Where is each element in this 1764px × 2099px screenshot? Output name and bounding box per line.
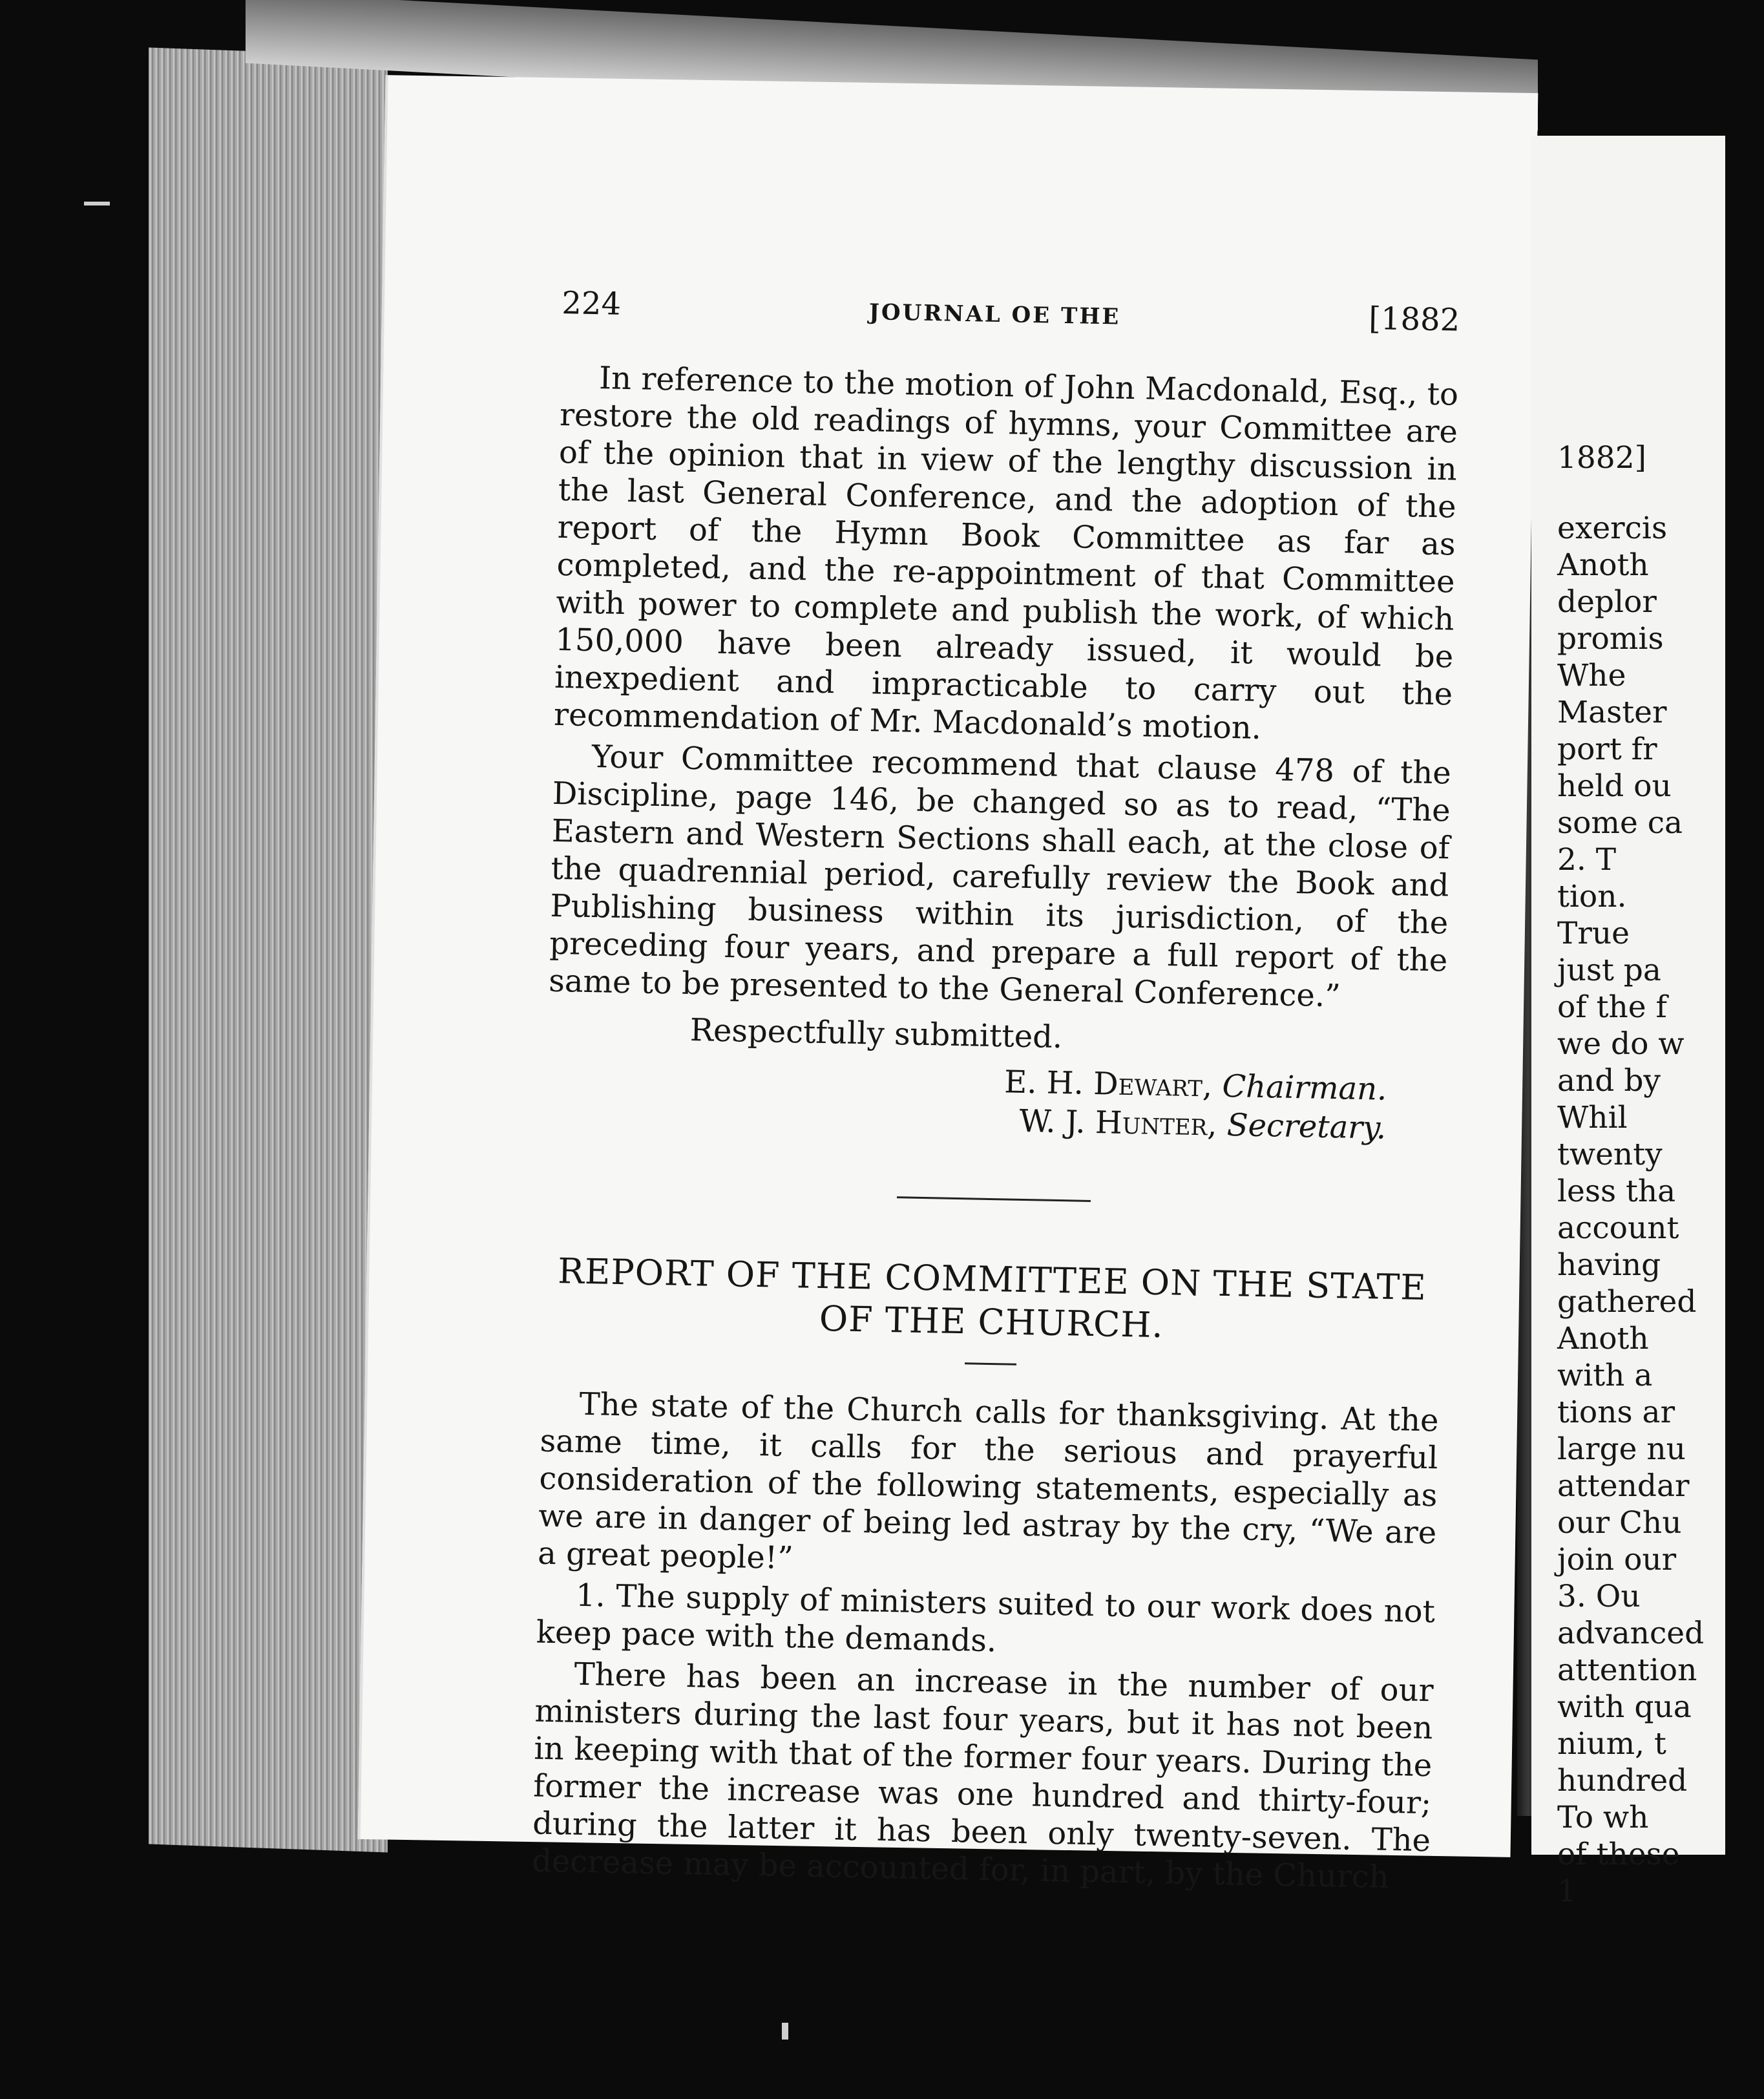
report-heading-line: REPORT OF THE COMMITTEE ON THE STATE xyxy=(557,1250,1427,1308)
dust-speck xyxy=(782,2023,788,2040)
signature-role: Secretary. xyxy=(1226,1106,1387,1146)
right-line: 1 xyxy=(1557,1873,1577,1909)
report-paragraph: The state of the Church calls for thanksgiving. At the same time, it calls for the serious and prayerful consideration of the following statements, especially as we are in danger of being led astray by the cry, “We are a great people!” xyxy=(537,1386,1440,1577)
right-line: advanced xyxy=(1557,1616,1705,1651)
page-number: 224 xyxy=(561,284,622,322)
right-line: exercis xyxy=(1557,511,1668,546)
right-line: Anoth xyxy=(1557,547,1649,583)
right-line: of the f xyxy=(1557,989,1667,1025)
right-line: Anoth xyxy=(1557,1321,1649,1356)
report-paragraph: 1. The supply of ministers suited to our work does not keep pace with the demands. xyxy=(536,1577,1436,1660)
right-line: tions ar xyxy=(1557,1395,1675,1430)
right-line: Whe xyxy=(1557,658,1626,693)
right-line: and by xyxy=(1557,1063,1661,1099)
right-line: our Chu xyxy=(1557,1505,1682,1541)
right-line: with a xyxy=(1557,1358,1653,1393)
right-line: having xyxy=(1557,1247,1661,1283)
right-line: we do w xyxy=(1557,1026,1685,1062)
signature-role: Chairman. xyxy=(1221,1068,1387,1108)
right-line: deplor xyxy=(1557,584,1657,620)
right-line: some ca xyxy=(1557,805,1683,841)
report-heading xyxy=(542,1250,1442,1353)
right-page-text xyxy=(1557,439,1764,1910)
right-line: Whil xyxy=(1557,1100,1628,1135)
right-line: Master xyxy=(1557,695,1667,730)
right-line: just pa xyxy=(1557,953,1661,988)
right-line: join our xyxy=(1557,1542,1677,1577)
closing-line: Respectfully submitted. xyxy=(689,1012,1063,1056)
signature-name: W. J. Hunter, xyxy=(1018,1102,1218,1143)
report-paragraph: There has been an increase in the number of our ministers during the last four years, but it has not been in keeping with that of the former four years. During the former the increase was one hundred and thirty-four; during the latter it has been only twenty-seven. The decrease may be accounted for, in part, by the Church xyxy=(531,1656,1434,1896)
right-line: of these xyxy=(1557,1837,1680,1872)
left-page-content xyxy=(531,284,1460,1901)
report-heading-line: OF THE CHURCH. xyxy=(819,1298,1164,1346)
paragraph: Your Committee recommend that clause 478 of the Discipline, page 146, be changed so as to read, “The Eastern and Western Sections shall each, at the close of the quadrennial period, carefully review the Book and Publishing business within its jurisdiction, of the preceding four years, and prepare a full report of the same to be presented to the General Conference.” xyxy=(548,739,1452,1015)
right-line: less tha xyxy=(1557,1174,1676,1209)
right-line: account xyxy=(1557,1210,1679,1246)
running-title: JOURNAL OE THE xyxy=(868,299,1121,330)
right-line: large nu xyxy=(1557,1431,1686,1467)
right-line: hundred xyxy=(1557,1763,1688,1798)
right-line: attendar xyxy=(1557,1468,1690,1504)
right-line: promis xyxy=(1557,621,1664,657)
page-edges xyxy=(149,48,388,1853)
right-line: 2. T xyxy=(1557,842,1617,878)
signature-name: E. H. Dewart, xyxy=(1003,1064,1213,1104)
right-line: twenty xyxy=(1557,1137,1663,1172)
dust-speck xyxy=(84,202,110,206)
right-page-year: 1882] xyxy=(1557,440,1646,476)
right-page xyxy=(1531,136,1725,1909)
right-line: port fr xyxy=(1557,732,1657,767)
right-line: attention xyxy=(1557,1652,1697,1688)
right-line: True xyxy=(1557,916,1630,951)
paragraph: In reference to the motion of John Macdonald, Esq., to restore the old readings of hymns, your Committee are of the opinion that in view of the lengthy discussion in the last General Conference, and the adoption of the report of the Hymn Book Committee as far as completed, and the re-appointment of that Committee with power to complete and publish the work, of which 150,000 have been already issued, it would be inexpedient and impracticable to carry out the recommendation of Mr. Macdonald’s motion. xyxy=(553,360,1459,746)
section-divider xyxy=(897,1196,1091,1202)
right-line: with qua xyxy=(1557,1689,1692,1725)
right-line: held ou xyxy=(1557,768,1672,804)
right-line: tion. xyxy=(1557,879,1627,914)
right-line: gathered xyxy=(1557,1284,1697,1320)
right-line: 3. Ou xyxy=(1557,1579,1641,1614)
right-line: To wh xyxy=(1557,1800,1649,1835)
page-year: [1882 xyxy=(1368,300,1460,339)
right-line: nium, t xyxy=(1557,1726,1666,1762)
heading-rule xyxy=(965,1362,1016,1366)
